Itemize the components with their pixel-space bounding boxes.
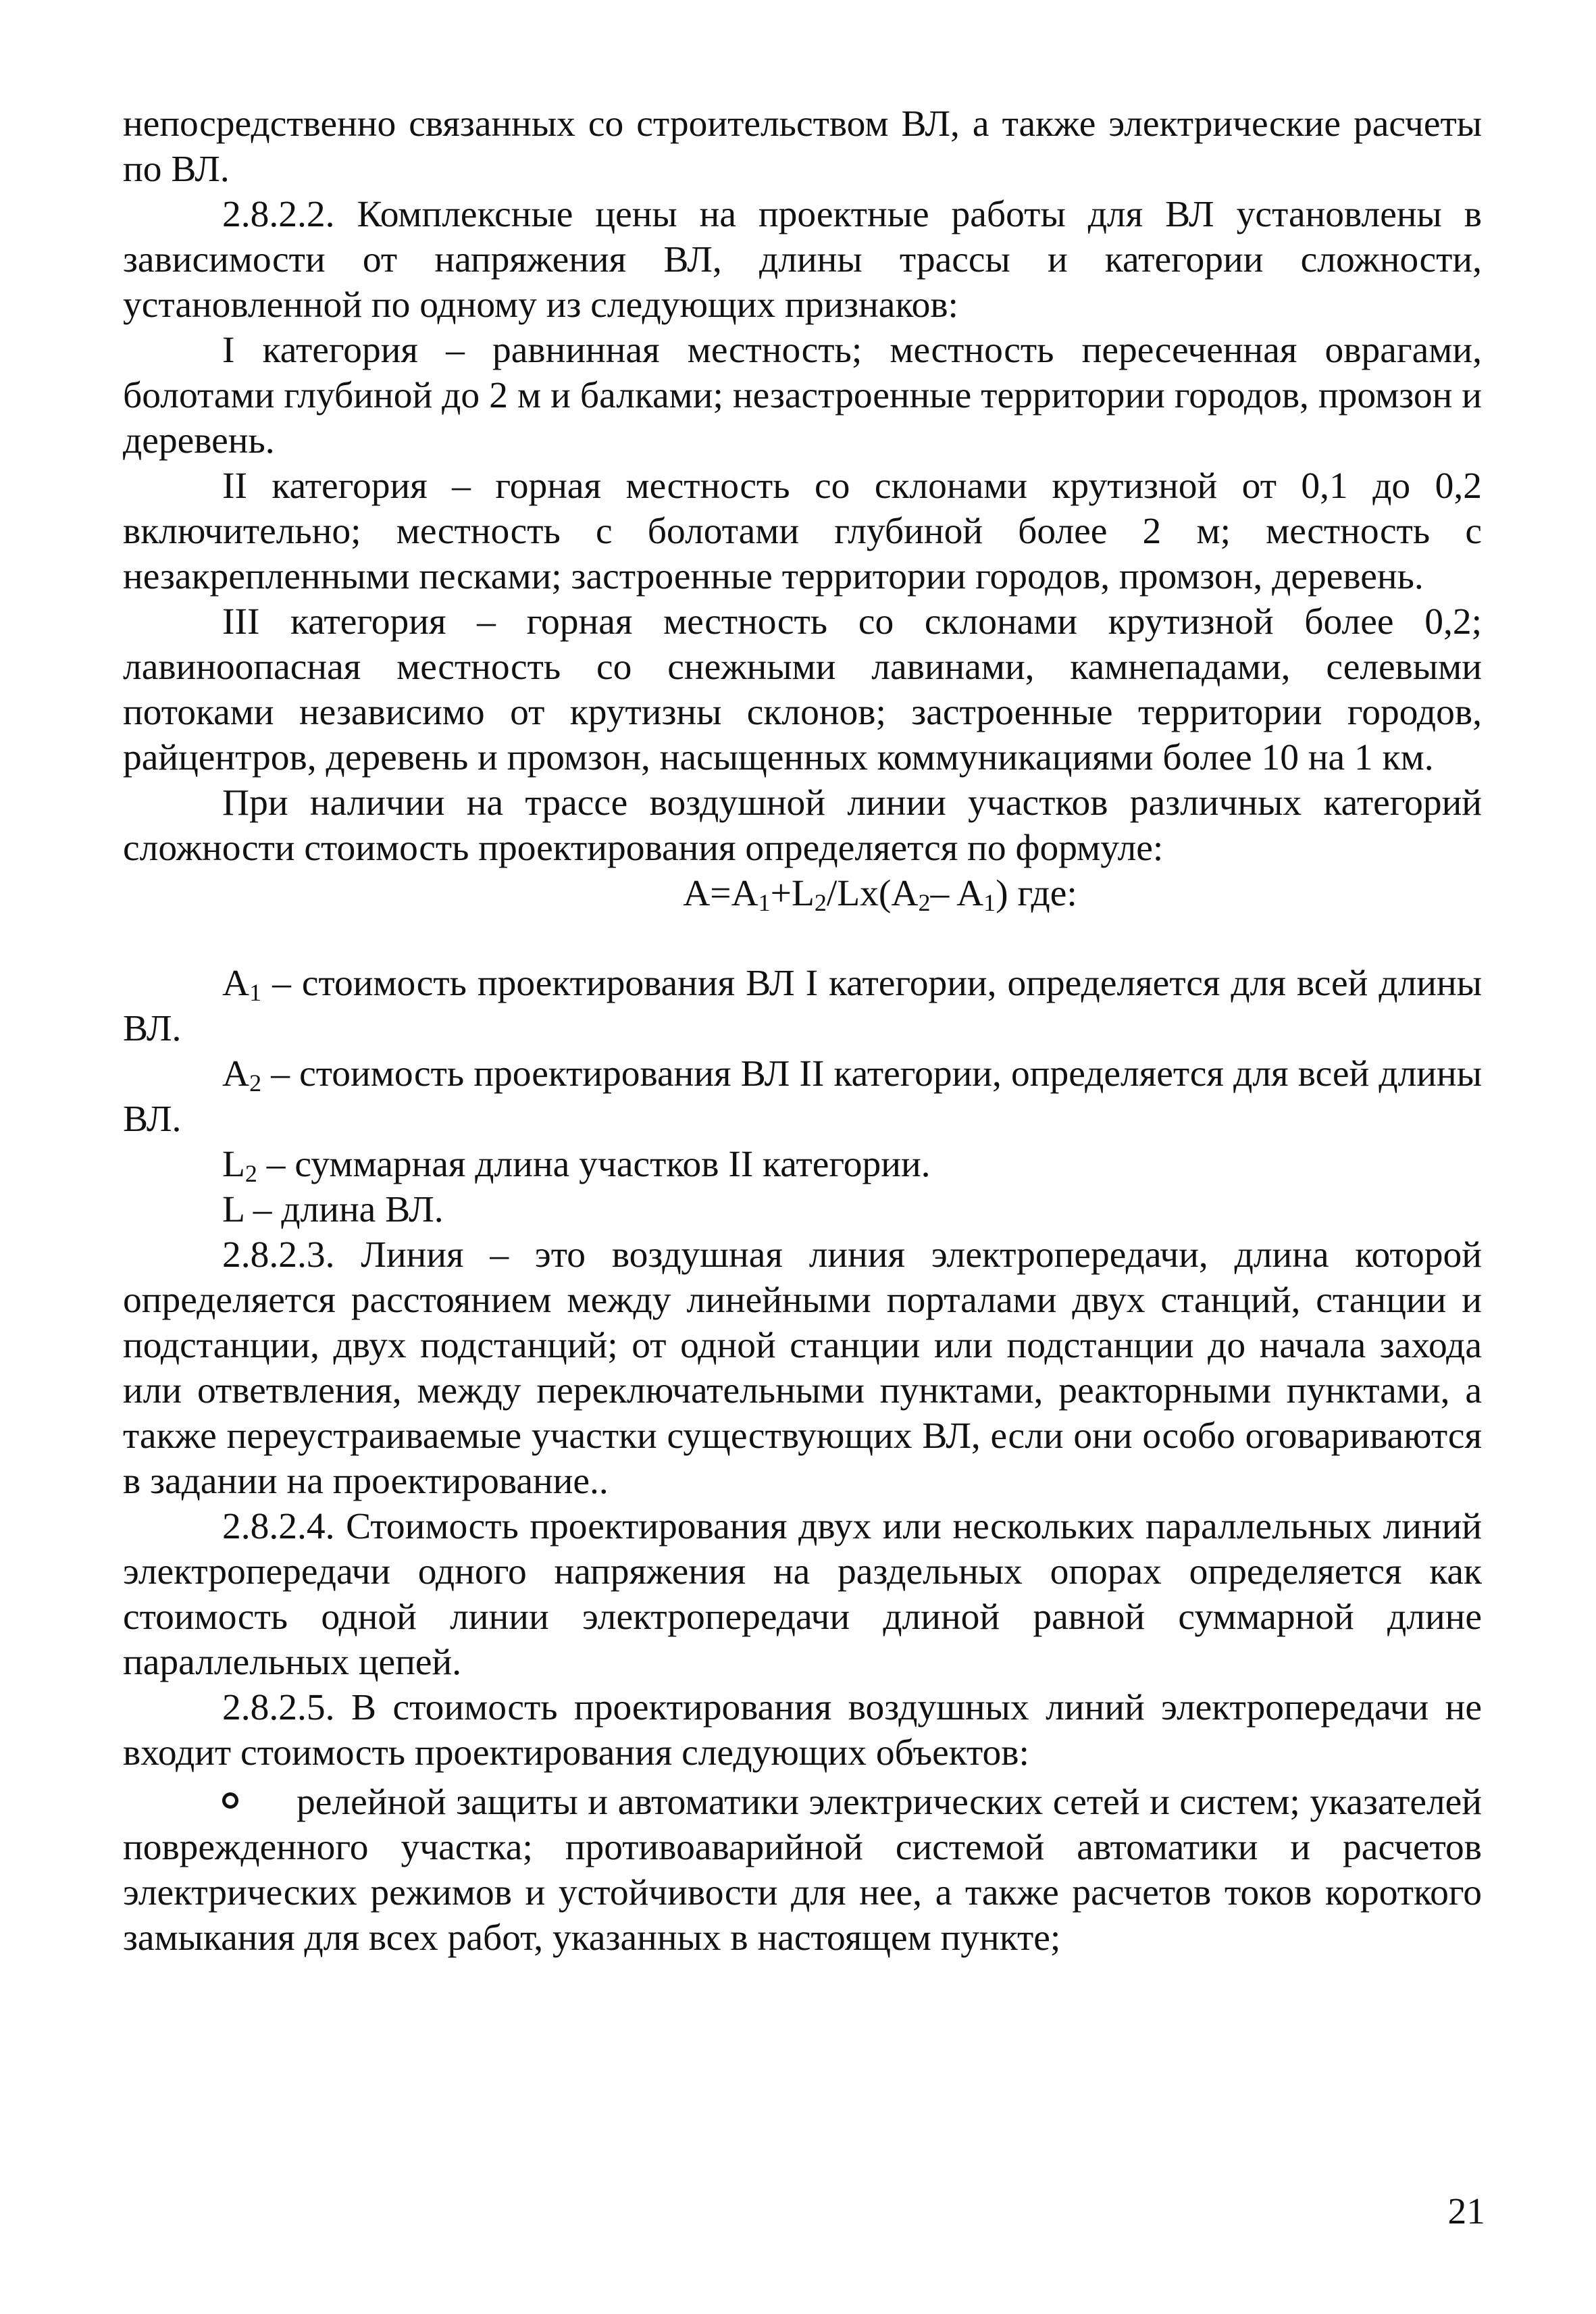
definition-l2: $L_2$ – суммарная длина участков II категории. [222,1144,931,1187]
paragraph-category-1: I категория – равнинная местность; местность пересеченная оврагами, болотами глубиной до 2 м и балками; незастроенные территории городов, промзон и деревень. [123,330,1482,461]
definition-l: L – длина ВЛ. [222,1189,444,1230]
paragraph-2-8-2-2: 2.8.2.2. Комплексные цены на проектные работы для ВЛ установлены в зависимости от напряжения ВЛ, длины трассы и категории сложности, установленной по одному из следующих признаков: [123,194,1482,326]
paragraph-2-8-2-3: 2.8.2.3. Линия – это воздушная линия электропередачи, длина которой определяется расстоянием между линейными порталами двух станций, станции и подстанции, двух подстанций; от одной станции или подстанции до начала захода или ответвления, между переключательными пунктами, реакторными пунктами, а также переустраиваемые участки существующих ВЛ, если они особо оговариваются в задании на проектирование.. [123,1234,1482,1502]
paragraph-category-2: II категория – горная местность со склонами крутизной от 0,1 до 0,2 включительно; местность с болотами глубиной более 2 м; местность с незакрепленными песками; застроенные территории городов, промзон, деревень. [123,466,1482,597]
paragraph-2-8-2-4: 2.8.2.4. Стоимость проектирования двух или нескольких параллельных линий электропередачи одного напряжения на раздельных опорах определяется как стоимость одной линии электропередачи длиной равной суммарной длине параллельных цепей. [123,1506,1482,1683]
bullet-item: релейной защиты и автоматики электрических сетей и систем; указателей поврежденного участка; противоаварийной системой автоматики и расчетов электрических режимов и устойчивости для нее, а также расчетов токов короткого замыкания для всех работ, указанных в настоящем пункте; [123,1782,1482,1959]
definition-a1: $A_1$ – стоимость проектирования ВЛ I категории, определяется для всей длины ВЛ. [123,963,1482,1049]
bullet-icon [222,1792,238,1809]
paragraph-formula-intro: При наличии на трассе воздушной линии участков различных категорий сложности стоимость проектирования определяется по формуле: [123,782,1482,869]
paragraph-continuation: непосредственно связанных со строительством ВЛ, а также электрические расчеты по ВЛ. [123,103,1482,190]
page-number: 21 [1447,2191,1485,2232]
document-page [123,101,1482,1961]
cost-formula: $A=A_1+L_2/Lx(A_2-$ $A_1$) где: [683,873,1077,916]
paragraph-category-3: III категория – горная местность со склонами крутизной более 0,2; лавиноопасная местность со снежными лавинами, камнепадами, селевыми потоками независимо от крутизны склонов; застроенные территории городов, райцентров, деревень и промзон, насыщенных коммуникациями более 10 на 1 км. [123,601,1482,778]
definition-a2: $A_2$ – стоимость проектирования ВЛ II категории, определяется для всей длины ВЛ. [123,1053,1482,1140]
paragraph-2-8-2-5: 2.8.2.5. В стоимость проектирования воздушных линий электропередачи не входит стоимость проектирования следующих объектов: [123,1687,1482,1774]
